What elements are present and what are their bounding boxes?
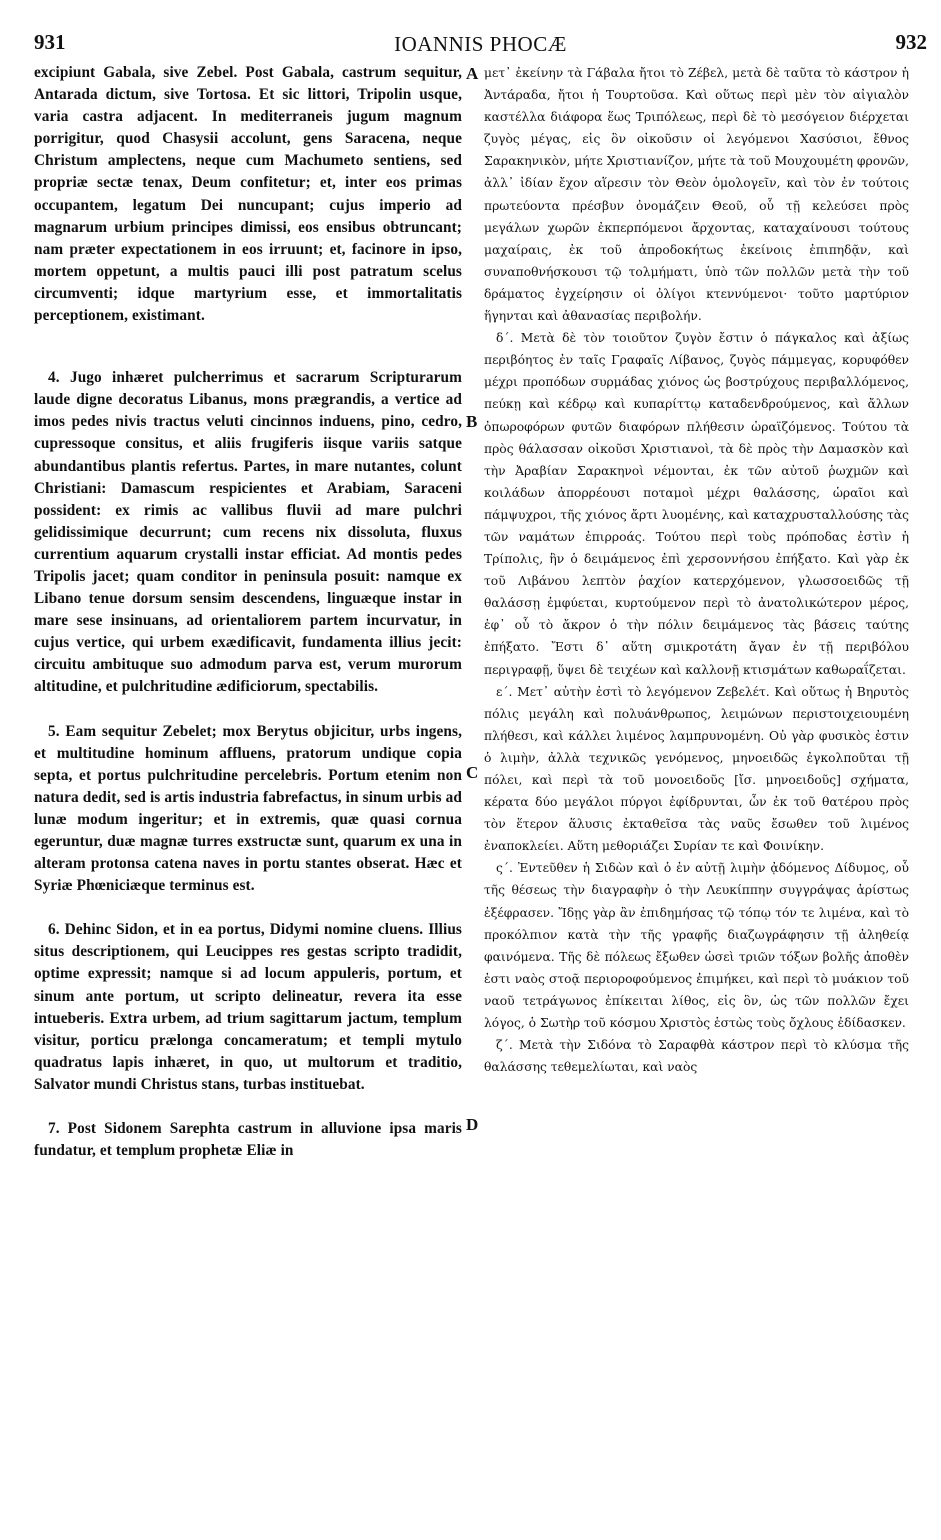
greek-column [484,62,909,1532]
greek-paragraph-6: ς΄. Ἐντεῦθεν ἡ Σιδὼν καὶ ὁ ἐν αὐτῇ λιμὴν ᾀδόμενος Δίδυμος, οὗ τῆς θέσεως τὴν διαγραφὴν ὁ τὴν Λευκίππην συγγράψας ἀρίστως ἐξέφρασεν. Ἴδῃς γὰρ ἂν ἐπιδημήσας τῷ τόπῳ τόν τε λιμένα, καὶ τὸ προκόλπιον κατὰ τὴν τῆς γραφῆς διαζωγράφησιν τῇ ἀληθείᾳ φαινόμενα. Τῆς δὲ πόλεως ἔξωθεν ὡσεὶ τριῶν τόξων βολῆς ἀποθὲν ἐστι ναὸς στοᾷ περιοροφούμενος ἐπιμήκει, καὶ περὶ τὸ μυάκιον τοῦ ναοῦ τετράγωνος ἐπίκειται λίθος, εἰς ὃν, ὡς τῶν πολλῶν ἔχει λόγος, ὁ Σωτὴρ τοῦ κόσμου Χριστὸς ἑστὼς τοὺς ὄχλους ἐδίδασκεν. [484,861,909,1031]
page-number-right: 932 [895,30,927,54]
latin-paragraph-5: 5. Eam sequitur Zebelet; mox Berytus objicitur, urbs ingens, et multitudine hominum affluens, pratorum undique copia septa, et portus pulchritudine percelebris. Portum etenim non natura dedit, sed is artis industria fabrefactus, in sinum urbis ad lunæ modum ingeritur; et in extremis, quæ quasi cornua egeruntur, duæ magnæ turres exstructæ sunt, quarum ex una in alteram protonsa catena naves in portu stantes obserat. Hæc et Syriæ Phœniciæque terminus est. [34,722,462,895]
section-marker-c: C [466,763,479,782]
page-number-left: 931 [34,30,66,54]
greek-paragraph-5: ε΄. Μετ᾽ αὐτὴν ἐστὶ τὸ λεγόμενον Ζεβελέτ. Καὶ οὕτως ἡ Βηρυτὸς πόλις μεγάλη καὶ πολυάνθρωπος, λειμώνων περιστοιχειουμένη πλήθεσι, καὶ κάλλει λιμένος λαμπρυνομένη. Οὐ γὰρ φυσικὸς ἐστιν ὁ λιμὴν, ἀλλὰ τεχνικῶς γενόμενος, μηνοειδῶς ἐγκολποῦται τῇ πόλει, καὶ περὶ τὰ τοῦ μονοειδοῦς [ἴσ. μηνοειδοῦς] σχήματα, κέρατα δύο μεγάλοι πύργοι ἐφίδρυνται, ὧν ἐκ τοῦ θατέρου πρὸς τὸν ἕτερον ἅλυσις ἐκταθεῖσα τὰς ναῦς ἔσωθεν τοῦ λιμένος ἐναποκλείει. Αὕτη μεθοριάζει Συρίαν τε καὶ Φοινίκην. [484,684,909,854]
section-marker-b: B [466,412,478,431]
greek-paragraph-4: δ΄. Μετὰ δὲ τὸν τοιοῦτον ζυγὸν ἔστιν ὁ πάγκαλος καὶ ἀξίως περιβόητος ἐν ταῖς Γραφαῖς Λίβανος, ζυγὸς πάμμεγας, κορυφόθεν μέχρι προπόδων συρμάδας χιόνος ὡς βοστρύχους περιβαλλόμενος, πεύκῃ καὶ κέδρῳ καὶ κυπαρίττῳ καταδενδρούμενος, καὶ ἄλλων ὀπωροφόρων φυτῶν διαφόρων πλήθεσιν ὡραϊζόμενος. Τούτου τὰ πρὸς θάλασσαν οἰκοῦσι Χριστιανοὶ, τὰ δὲ πρὸς τὴν Δαμασκὸν καὶ τὴν Ἀραβίαν Σαρακηνοὶ νέμονται, ἐκ τῶν αὐτοῦ ῥωχμῶν καὶ κοιλάδων ἀπορρέουσι ποταμοὶ μέχρι θαλάσσης, ὡραῖοι καὶ πάμψυχροι, τῆς χιόνος ἄρτι λυομένης, καὶ καταχρυσταλλούσης τὰς τῶν ναμάτων ἐπιρροάς. Τούτου περὶ τοὺς πρόποδας ἐστὶν ἡ Τρίπολις, ἣν ὁ δειμάμενος ἐπὶ χερσοννήσου ἐπήξατο. Καὶ γὰρ ἐκ τοῦ Λιβάνου λεπτὸν ῥαχίον κατερχόμενον, γλωσσοειδῶς τῇ θαλάσσῃ ἐμφύεται, κυρτούμενον περὶ τὸ ἀνατολικώτερον μέρος, ἐφ᾽ οὗ τὸ ἄκρον ὁ τὴν πόλιν δειμάμενος τὰς βάσεις ταύτης ἐπήξατο. Ἔστι δ᾽ αὕτη σμικροτάτη ἄγαν ἐν τῇ περιβόλου περιγραφῇ, ὕψει δὲ τειχέων καὶ καλλονῇ κτισμάτων καθωραΐζεται. [484,331,909,677]
latin-column [34,62,462,1532]
section-marker-a: A [466,64,479,83]
running-header [34,30,927,60]
running-title: IOANNIS PHOCÆ [394,32,567,56]
latin-paragraph-6: 6. Dehinc Sidon, et in ea portus, Didymi nomine cluens. Illius situs descriptionem, qui Leucippes res gestas scripto tradidit, optime expressit; namque si ad locum appuleris, portum, et sinum ante portum, ut scripto delineatur, revera ita esse intueberis. Extra urbem, ad trium sagittarum jactum, templum visitur, porticu prælonga concameratum; et templi mytulo quadratus lapis inhæret, in quo, ut multorum et traditio, Salvator mundi Christus stans, turbas instituebat. [34,921,462,1093]
latin-paragraph-continuation: excipiunt Gabala, sive Zebel. Post Gabala, castrum sequitur, Antarada dictum, sive Tortosa. Et sic littori, Tripolin usque, varia castra adjacent. In mediterraneis jugum magnum porrigitur, quod Chasysii accolunt, gens Saracena, neque Christum amplectens, neque cum Machumeto sentiens, sed propriæ sectæ tenax, Deum confitetur; et, inter eos primas occupantem, legatum Dei nuncupant; cujus imperio ad magnarum urbium principes dimissi, eos ensibus obtruncant; nam præter expectationem in eos irruunt; et, facinore in ipso, mortem oppetunt, a multis pauci illi post patratum scelus circumventi; idque martyrium esse, et immortalitatis perceptionem, existimant. [34,64,462,325]
latin-paragraph-4: 4. Jugo inhæret pulcherrimus et sacrarum Scripturarum laude digne decoratus Libanus, mons prægrandis, a vertice ad imos pedes nivis tractus veluti cincinnos induens, pino, cedro, cupressoque consitus, et aliis frugiferis iisque variis satque abundantibus plantis refertus. Partes, in mare nutantes, colunt Christiani: Damascum respicientes et Arabiam, Saraceni possident: ex rimis ac vallibus fluvii ad mare pulchri gelidissimique decurrunt; cum recens nix dissoluta, fluxus currentium aquarum crystalli instar efficiat. Ad montis pedes Tripolis jacet; quam conditor in peninsula posuit: namque ex Libano tenue dorsum sensim descendens, linguæque instar in mare sese insinuans, ad orientaliorem partem incurvatur, in cujus vertice, qui urbem exædificavit, fundamenta illius jecit: circuitu ambituque suo admodum parva est, verum murorum altitudine, et pulchritudine ædificiorum, spectabilis. [34,369,462,696]
latin-paragraph-7: 7. Post Sidonem Sarephta castrum in alluvione ipsa maris fundatur, et templum prophetæ Eliæ in [34,1120,462,1160]
greek-paragraph-7: ζ΄. Μετὰ τὴν Σιδόνα τὸ Σαραφθὰ κάστρον περὶ τὸ κλύσμα τῆς θαλάσσης τεθεμελίωται, καὶ ναὸς [484,1038,909,1075]
greek-paragraph-continuation: μετ᾽ ἐκείνην τὰ Γάβαλα ἤτοι τὸ Ζέβελ, μετὰ δὲ ταῦτα τὸ κάστρον ἡ Ἀντάραδα, ἤτοι ἡ Τουρτοῦσα. Καὶ οὕτως περὶ μὲν τὸν αἰγιαλὸν καστέλλα διάφορα ἕως Τριπόλεως, περὶ δὲ τὸ μεσόγειον διέρχεται ζυγὸς μέγας, εἰς ὃν οἰκοῦσιν οἱ λεγόμενοι Χασύσιοι, ἔθνος Σαρακηνικὸν, μήτε Χριστιανίζον, μήτε τὰ τοῦ Μουχουμέτη φρονῶν, ἀλλ᾽ ἰδίαν ἔχον αἵρεσιν τὸν Θεὸν ὁμολογεῖν, καὶ τὸν ἐν τούτοις πρωτεύοντα πρέσβυν ὀνομάζειν Θεοῦ, οὗ τῇ κελεύσει πρὸς μεγάλων χωρῶν ἐκπερπόμενοι ἄρχοντας, καταχαίνουσι τούτους μαχαίραις, ἐκ τοῦ ἀπροδοκήτως ἐκείνοις ἐπιπηδᾷν, καὶ συναποθνήσκουσι τῷ τολμήματι, ὑπὸ τῶν πολλῶν μετὰ τὴν τοῦ δράματος ἐγχείρησιν οἱ ὀλίγοι κτεννύμενοι· τοῦτο μαρτύριον ἥγηνται καὶ ἀθανασίας περιβολήν. [484,66,909,324]
section-marker-d: D [466,1115,479,1134]
